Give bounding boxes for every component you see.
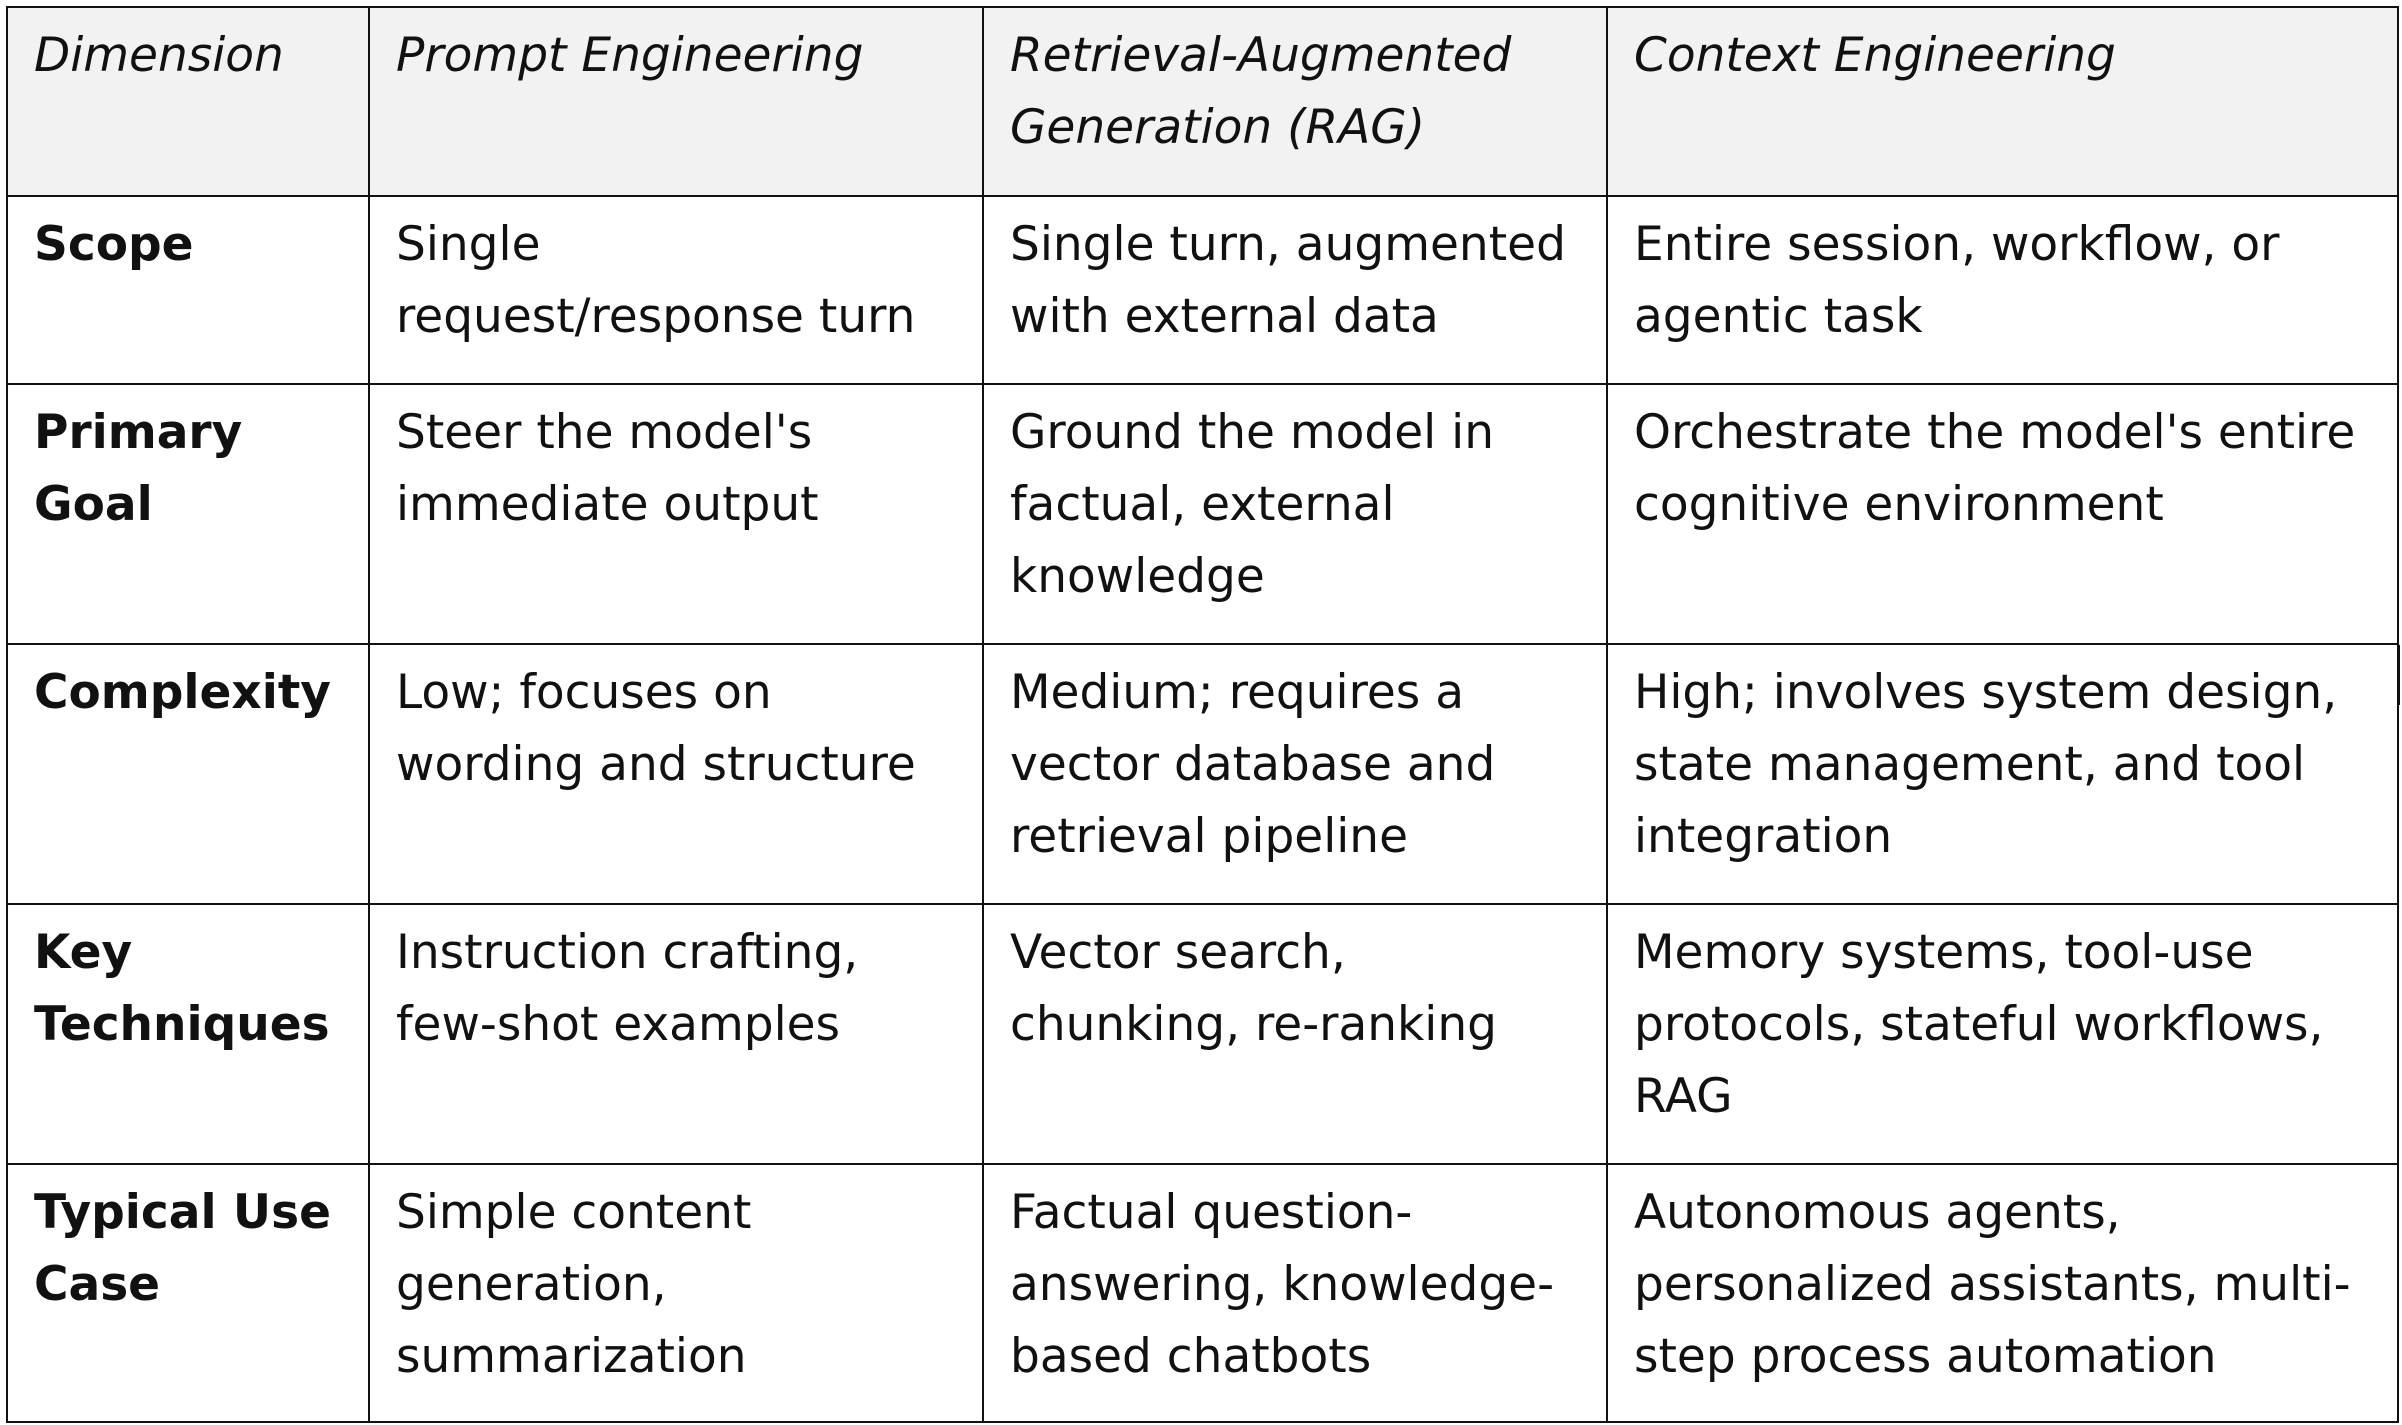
row-label-scope: Scope bbox=[7, 196, 369, 384]
row-label-key-techniques: Key Techniques bbox=[7, 904, 369, 1164]
table-cell: Medium; requires a vector database and retrieval pipeline bbox=[983, 644, 1607, 904]
table-cell: Single request/response turn bbox=[369, 196, 983, 384]
table-cell: Memory systems, tool-use protocols, stateful workflows, RAG bbox=[1607, 904, 2398, 1164]
row-label-complexity: Complexity bbox=[7, 644, 369, 904]
comparison-table bbox=[6, 6, 2399, 1423]
header-prompt-engineering: Prompt Engineering bbox=[369, 7, 983, 196]
header-dimension: Dimension bbox=[7, 7, 369, 196]
table-cell: Entire session, workflow, or agentic task bbox=[1607, 196, 2398, 384]
table-cell: Simple content generation, summarization bbox=[369, 1164, 983, 1422]
table-header-row bbox=[7, 7, 2398, 196]
table-cell: Instruction crafting, few-shot examples bbox=[369, 904, 983, 1164]
table-row bbox=[7, 1164, 2398, 1422]
table-cell: Factual question-answering, knowledge-based chatbots bbox=[983, 1164, 1607, 1422]
table-cell: Orchestrate the model's entire cognitive environment bbox=[1607, 384, 2398, 644]
header-rag: Retrieval-Augmented Generation (RAG) bbox=[983, 7, 1607, 196]
table-cell: Steer the model's immediate output bbox=[369, 384, 983, 644]
table-cell: Vector search, chunking, re-ranking bbox=[983, 904, 1607, 1164]
table-cell: High; involves system design, state management, and tool integration bbox=[1607, 644, 2398, 904]
table-row bbox=[7, 904, 2398, 1164]
table-cell: Single turn, augmented with external data bbox=[983, 196, 1607, 384]
table-cell: Autonomous agents, personalized assistants, multi-step process automation bbox=[1607, 1164, 2398, 1422]
row-label-primary-goal: Primary Goal bbox=[7, 384, 369, 644]
table-edge-mark bbox=[2397, 645, 2400, 705]
header-context-engineering: Context Engineering bbox=[1607, 7, 2398, 196]
table-cell: Ground the model in factual, external knowledge bbox=[983, 384, 1607, 644]
table-row bbox=[7, 644, 2398, 904]
row-label-typical-use-case: Typical Use Case bbox=[7, 1164, 369, 1422]
table-row bbox=[7, 384, 2398, 644]
table-cell: Low; focuses on wording and structure bbox=[369, 644, 983, 904]
table-row bbox=[7, 196, 2398, 384]
